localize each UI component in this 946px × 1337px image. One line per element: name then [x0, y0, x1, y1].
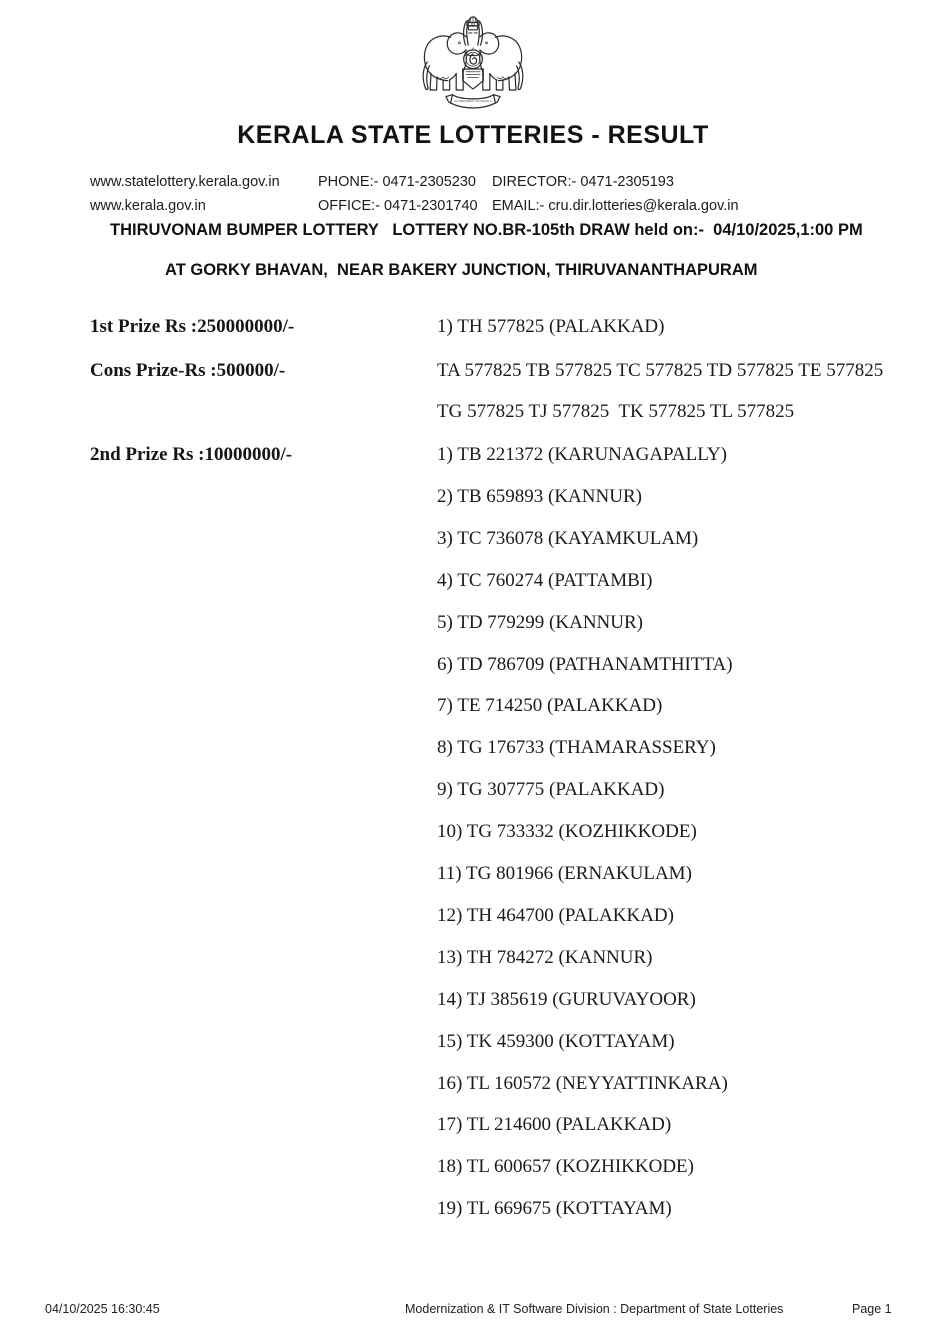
winning-ticket-line: 9) TG 307775 (PALAKKAD): [437, 779, 665, 801]
winning-ticket-line: 11) TG 801966 (ERNAKULAM): [437, 863, 692, 884]
winning-ticket-line: 1) TH 577825 (PALAKKAD): [437, 316, 665, 337]
prize-label: Cons Prize-Rs :500000/-: [90, 360, 286, 381]
winning-ticket-line: 13) TH 784272 (KANNUR): [437, 946, 653, 968]
director-number: DIRECTOR:- 0471-2305193: [492, 174, 674, 190]
winning-ticket-line: 6) TD 786709 (PATHANAMTHITTA): [437, 653, 733, 675]
phone-number: PHONE:- 0471-2305230: [318, 174, 476, 190]
winning-ticket-line: 1) TB 221372 (KARUNAGAPALLY): [437, 444, 727, 465]
winning-ticket-line: 5) TD 779299 (KANNUR): [437, 611, 643, 633]
email-address: EMAIL:- cru.dir.lotteries@kerala.gov.in: [492, 198, 739, 214]
winning-ticket-line: 16) TL 160572 (NEYYATTINKARA): [437, 1072, 728, 1094]
winning-ticket-line: TA 577825 TB 577825 TC 577825 TD 577825 TE 577825: [437, 360, 884, 381]
kerala-state-emblem-icon: [417, 6, 529, 118]
elephant-left-icon: [423, 21, 473, 90]
venue-line: AT GORKY BHAVAN, NEAR BAKERY JUNCTION, THIRUVANANTHAPURAM: [165, 261, 758, 279]
winning-ticket-line: 17) TL 214600 (PALAKKAD): [437, 1114, 672, 1136]
footer-page-number: Page 1: [852, 1302, 892, 1316]
prize-label: 2nd Prize Rs :10000000/-: [90, 444, 293, 465]
website-kerala: www.kerala.gov.in: [90, 198, 206, 214]
draw-info-line: THIRUVONAM BUMPER LOTTERY LOTTERY NO.BR-105th DRAW held on:- 04/10/2025,1:00 PM: [110, 221, 863, 239]
winning-ticket-line: 15) TK 459300 (KOTTAYAM): [437, 1030, 675, 1052]
winning-ticket-line: 4) TC 760274 (PATTAMBI): [437, 569, 653, 591]
footer-timestamp: 04/10/2025 16:30:45: [45, 1302, 160, 1316]
office-number: OFFICE:- 0471-2301740: [318, 198, 478, 214]
winning-ticket-line: 14) TJ 385619 (GURUVAYOOR): [437, 988, 696, 1010]
page-title: KERALA STATE LOTTERIES - RESULT: [237, 121, 709, 149]
shield-icon: [463, 69, 484, 89]
footer-division: Modernization & IT Software Division : Department of State Lotteries: [405, 1302, 784, 1316]
winning-ticket-line: 8) TG 176733 (THAMARASSERY): [437, 737, 716, 759]
winning-ticket-line: 2) TB 659893 (KANNUR): [437, 485, 642, 507]
winning-ticket-line: 19) TL 669675 (KOTTAYAM): [437, 1198, 672, 1220]
winning-ticket-line: 3) TC 736078 (KAYAMKULAM): [437, 527, 699, 549]
emblem-banner-text: GOVERNMENT OF KERALA: [454, 98, 492, 103]
elephant-right-icon: [473, 21, 523, 90]
winning-ticket-line: 10) TG 733332 (KOZHIKKODE): [437, 821, 697, 843]
ribbon-banner-icon: [446, 95, 500, 108]
winning-ticket-line: 12) TH 464700 (PALAKKAD): [437, 904, 674, 926]
prize-label: 1st Prize Rs :250000000/-: [90, 316, 295, 337]
website-statelottery: www.statelottery.kerala.gov.in: [90, 174, 280, 190]
winning-ticket-line: 7) TE 714250 (PALAKKAD): [437, 695, 663, 717]
winning-ticket-line: TG 577825 TJ 577825 TK 577825 TL 577825: [437, 401, 795, 422]
winning-ticket-line: 18) TL 600657 (KOZHIKKODE): [437, 1156, 694, 1178]
